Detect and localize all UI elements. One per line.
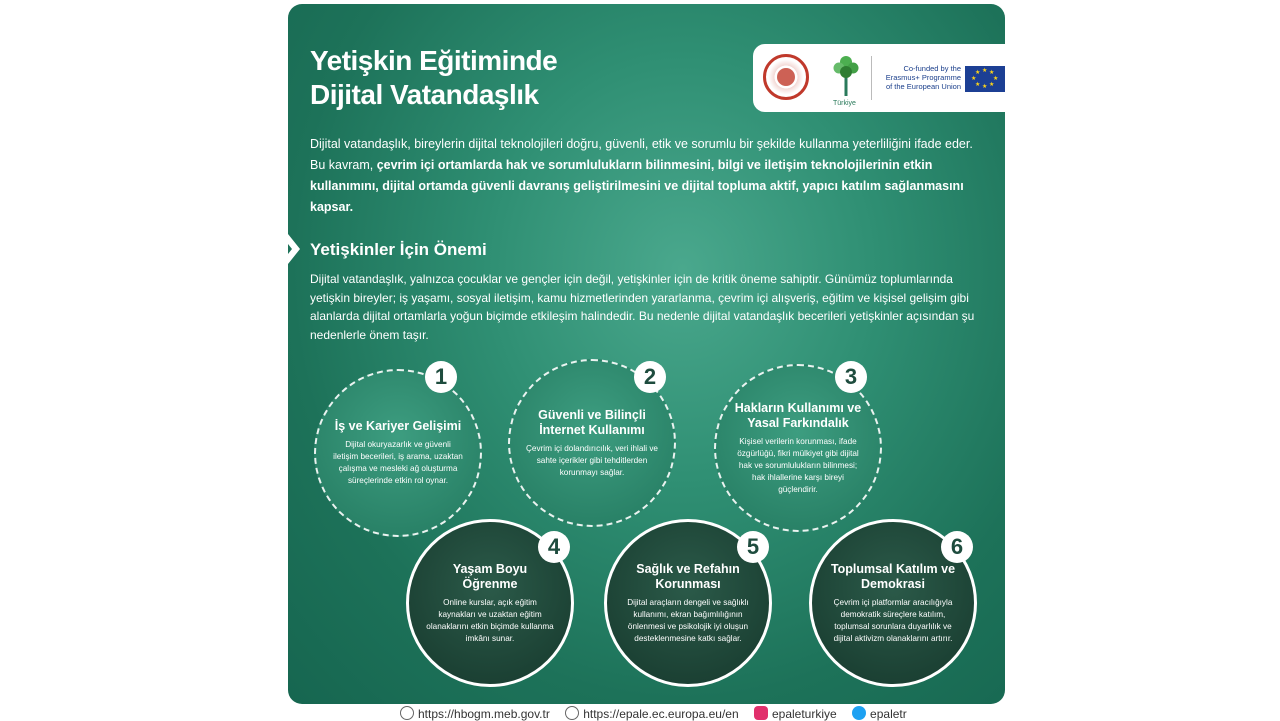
title-line-1: Yetişkin Eğitiminde bbox=[310, 45, 558, 76]
benefit-number-5: 5 bbox=[737, 531, 769, 563]
intro-paragraph bbox=[310, 134, 980, 218]
section-title: Yetişkinler İçin Önemi bbox=[310, 240, 487, 259]
infographic-poster bbox=[288, 4, 1005, 704]
benefit-title: Yaşam Boyu Öğrenme bbox=[452, 561, 528, 591]
footer-link-epale[interactable] bbox=[565, 707, 742, 721]
benefit-number-4: 4 bbox=[538, 531, 570, 563]
footer-links bbox=[400, 706, 919, 720]
title-line-2: Dijital Vatandaşlık bbox=[310, 79, 539, 110]
benefit-circle-1 bbox=[314, 369, 482, 537]
benefit-title: Toplumsal Katılım ve Demokrasi bbox=[830, 561, 956, 591]
benefit-text: Kişisel verilerin korunması, ifade özgürlüğü, fikri mülkiyet gibi dijital hak ve sorumlulukların bilinmesi; hak ihlallerine karşı bireyi güçlendirir. bbox=[737, 436, 859, 494]
globe-icon bbox=[400, 706, 414, 720]
benefit-title: Sağlık ve Refahın Korunması bbox=[636, 561, 740, 591]
eu-line-1: Co-funded by the bbox=[903, 64, 961, 73]
globe-icon bbox=[565, 706, 579, 720]
benefit-text: Dijital araçların dengeli ve sağlıklı kullanımı, ekran bağımlılığının önlenmesi ve psikolojik iyi oluşun desteklenmesine katkı sağlar. bbox=[627, 597, 749, 643]
benefit-title: İş ve Kariyer Gelişimi bbox=[334, 419, 462, 433]
footer-x-text: epaletr bbox=[870, 707, 907, 721]
tree-logo bbox=[831, 52, 861, 98]
benefit-number-2: 2 bbox=[634, 361, 666, 393]
intro-bold-text: çevrim içi ortamlarda hak ve sorumlulukların bilinmesini, bilgi ve iletişim teknolojilerinin etkin kullanımını, dijital ortamda güvenli davranış geliştirilmesini ve dijital topluma aktif, yapıcı katılım sağlanmasını kapsar. bbox=[310, 158, 964, 214]
footer-link-hbogm[interactable] bbox=[400, 707, 553, 721]
footer-x[interactable] bbox=[852, 707, 907, 721]
benefit-number-3: 3 bbox=[835, 361, 867, 393]
eu-flag-icon: ★ ★ ★ ★ ★ ★ ★ ★ bbox=[965, 66, 1005, 92]
footer-instagram[interactable] bbox=[754, 707, 840, 721]
logo-panel bbox=[753, 44, 1005, 112]
footer-instagram-text: epaleturkiye bbox=[771, 707, 837, 721]
turkiye-label: Türkiye bbox=[833, 100, 856, 107]
ministry-seal-logo bbox=[763, 54, 809, 100]
instagram-icon bbox=[754, 706, 768, 720]
x-icon bbox=[852, 706, 866, 720]
benefit-number-1: 1 bbox=[425, 361, 457, 393]
adults-paragraph: Dijital vatandaşlık, yalnızca çocuklar ve gençler için değil, yetişkinler için de kritik öneme sahiptir. Günümüz toplumlarında yetişkin bireyler; iş yaşamı, sosyal iletişim, kamu hizmetlerinden yararlanma, çevrim içi alışveriş, eğitim ve kişisel gelişim gibi alanlarda dijital ortamlarla yoğun biçimde etkileşim halindedir. Bu nedenle dijital vatandaşlık becerileri yetişkinler açısından şu nedenlerle önem taşır. bbox=[310, 272, 975, 342]
benefit-title: Hakların Kullanımı ve Yasal Farkındalık bbox=[734, 400, 862, 430]
footer-link-2-text: https://epale.ec.europa.eu/en bbox=[583, 707, 739, 721]
benefit-text: Dijital okuryazarlık ve güvenli iletişim becerileri, iş arama, uzaktan çalışma ve mesleki ağ oluşturma süreçlerinde etkin rol oynar. bbox=[333, 440, 463, 485]
poster-title bbox=[310, 44, 557, 112]
benefit-text: Online kurslar, açık eğitim kaynakları ve uzaktan eğitim olanaklarını etkin biçimde kullanma imkânı sunar. bbox=[426, 597, 554, 643]
benefit-title: Güvenli ve Bilinçli İnternet Kullanımı bbox=[538, 407, 646, 437]
benefit-number-6: 6 bbox=[941, 531, 973, 563]
logo-divider bbox=[871, 56, 872, 100]
intro-plain-text: Dijital vatandaşlık, bireylerin dijital teknolojileri doğru, güvenli, etik ve sorumlu bir şekilde kullanma yeterliliğini ifade eder. Bu kavram, bbox=[310, 137, 973, 172]
benefit-text: Çevrim içi dolandırıcılık, veri ihlali ve sahte içerikler gibi tehditlerden korunmayı sağlar. bbox=[526, 443, 658, 477]
eu-cofunded-text bbox=[877, 64, 961, 91]
benefit-text: Çevrim içi platformlar aracılığıyla demokratik süreçlere katılım, toplumsal sorunlara duyarlılık ve dijital aktivizm olanaklarını artırır. bbox=[833, 597, 953, 643]
footer-link-1-text: https://hbogm.meb.gov.tr bbox=[418, 707, 550, 721]
eu-line-3: of the European Union bbox=[885, 82, 961, 91]
section-chevron-icon bbox=[288, 234, 302, 264]
eu-line-2: Erasmus+ Programme bbox=[885, 73, 961, 82]
